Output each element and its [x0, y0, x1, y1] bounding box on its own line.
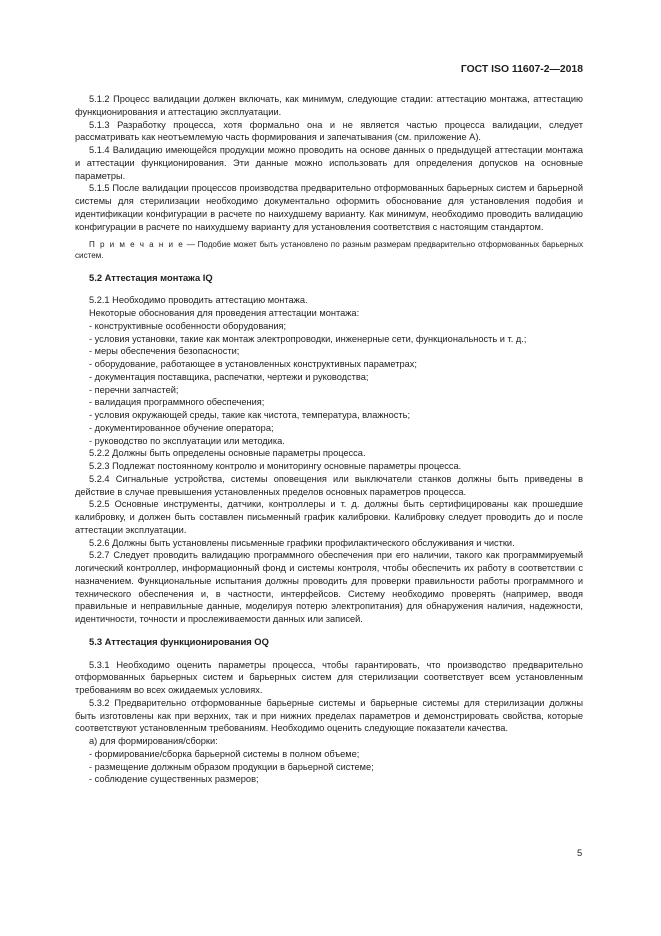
list-item: - меры обеспечения безопасности; [89, 346, 240, 357]
paragraph-5-3-1: 5.3.1 Необходимо оценить параметры процесса, чтобы гарантировать, что производство предварительно отформованных барьерных систем и барьерных систем для стерилизации соответствует всем установленным требованиям во всех ожидаемых условиях. [75, 659, 583, 696]
list-item: - перечни запчастей; [89, 384, 179, 395]
list-item: - документация поставщика, распечатки, чертежи и руководства; [89, 371, 369, 382]
paragraph-5-3-2: 5.3.2 Предварительно отформованные барьерные системы и барьерные системы для стерилизации должны быть изготовлены как при верхних, так и при нижних пределах параметров и демонстрировать свойства, которые соответствуют установленным требованиям. Необходимо оценить следующие показатели качества. [75, 697, 583, 734]
list-item: - соблюдение существенных размеров; [89, 774, 259, 785]
paragraph-5-1-2: 5.1.2 Процесс валидации должен включать, как минимум, следующие стадии: аттестацию монтажа, аттестацию функционирования и аттестацию эксплуатации. [75, 94, 583, 117]
subsection-a: а) для формирования/сборки: [89, 736, 218, 747]
paragraph-5-2-intro: Некоторые обоснования для проведения аттестации монтажа: [89, 308, 360, 319]
paragraph-5-2-7: 5.2.7 Следует проводить валидацию программного обеспечения при его наличии, такого как программируемый логический контроллер, информационный фонд и системы контроля, чтобы обеспечить их работу в соответствии с назначением. Функциональные испытания должны проводить для проверки правильности работы программного и технического обеспечения и, в частности, интерфейсов. Систему необходимо проверять (например, вводя правильные и неправильные данные, моделируя потерю электропитания) для обнаружения наличия, надежности, идентичности, точности и прослеживаемости данных или записей. [75, 550, 583, 625]
page-number: 5 [577, 847, 583, 858]
document-header: ГОСТ ISO 11607-2—2018 [460, 64, 583, 75]
list-item: - условия установки, такие как монтаж электропроводки, инженерные сети, функциональность и т. д.; [89, 333, 527, 344]
section-5-2-title: 5.2 Аттестация монтажа IQ [89, 271, 213, 283]
list-item: - размещение должным образом продукции в барьерной системе; [89, 761, 374, 772]
note [75, 239, 583, 261]
list-item: - оборудование, работающее в установленных конструктивных параметрах; [89, 359, 417, 370]
list-item: - документированное обучение оператора; [89, 422, 274, 433]
note-label: П р и м е ч а н и е [89, 240, 184, 250]
paragraph-5-2-3: 5.2.3 Подлежат постоянному контролю и мониторингу основные параметры процесса. [89, 461, 462, 472]
section-5-3-title: 5.3 Аттестация функционирования OQ [89, 635, 269, 647]
paragraph-5-2-1: 5.2.1 Необходимо проводить аттестацию монтажа. [89, 295, 308, 306]
paragraph-5-1-3: 5.1.3 Разработку процесса, хотя формально она и не является частью процесса валидации, следует рассматривать как неотъемлемую часть формирования и запечатывания (см. приложение А). [75, 119, 583, 143]
paragraph-5-1-5: 5.1.5 После валидации процессов производства предварительно отформованных барьерных систем и барьерной системы для стерилизации необходимо документально оформить обоснование для установления подобия и идентификации конфигурации в расчете по наихудшему варианту. Как минимум, необходимо проводить валидацию конфигурации в расчете по наихудшему варианту для установления соответствия с настоящим стандартом. [75, 183, 583, 232]
list-item: - валидация программного обеспечения; [89, 397, 265, 408]
list-item: - конструктивные особенности оборудования; [89, 320, 287, 331]
note-text: — Подобие может быть установлено по разным размерам предварительно отформованных барьерных систем. [75, 240, 584, 261]
list-item: - условия окружающей среды, такие как чистота, температура, влажность; [89, 410, 411, 421]
list-item: - руководство по эксплуатации или методика. [89, 435, 285, 446]
paragraph-5-2-6: 5.2.6 Должны быть установлены письменные графики профилактического обслуживания и чистки. [89, 537, 515, 548]
paragraph-5-2-2: 5.2.2 Должны быть определены основные параметры процесса. [89, 448, 366, 459]
paragraph-5-2-4: 5.2.4 Сигнальные устройства, системы оповещения или выключатели станков должны быть приведены в действие в случае превышения установленных пределов основных параметров процесса. [75, 473, 583, 497]
paragraph-5-2-5: 5.2.5 Основные инструменты, датчики, контроллеры и т. д. должны быть сертифицированы как прошедшие калибровку, и должен быть составлен письменный график калибровки. Калибровку следует проводить до и после аттестации эксплуатации. [75, 499, 583, 535]
page-content [75, 93, 583, 786]
paragraph-5-1-4: 5.1.4 Валидацию имеющейся продукции можно проводить на основе данных о предыдущей аттестации монтажа и аттестации функционирования. Эти данные можно использовать для определения допусков на основные параметры. [75, 145, 583, 181]
list-item: - формирование/сборка барьерной системы в полном объеме; [89, 748, 360, 759]
